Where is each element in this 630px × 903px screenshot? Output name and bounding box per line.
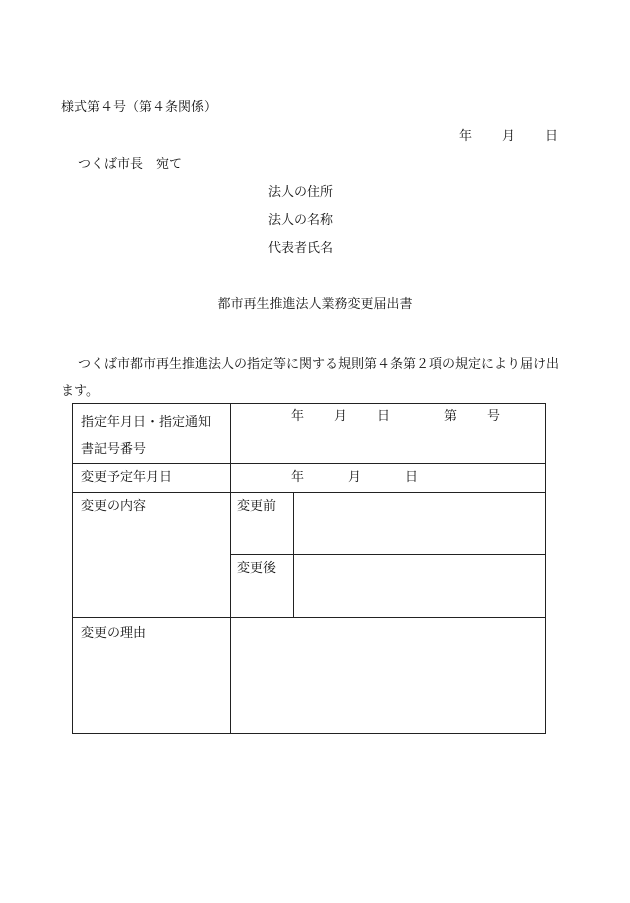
- designation-year-label: 年: [291, 409, 305, 424]
- row-change-before: [73, 493, 546, 555]
- form-number: 様式第４号（第４条関係）: [61, 100, 218, 115]
- designation-go-label: 号: [487, 409, 501, 424]
- designation-month-label: 月: [334, 409, 348, 424]
- change-reason-field[interactable]: [231, 618, 546, 734]
- submission-date: [459, 129, 558, 145]
- change-before-field[interactable]: [294, 493, 546, 555]
- date-day-label: 日: [545, 129, 559, 144]
- change-year-label: 年: [291, 470, 305, 485]
- change-day-label: 日: [405, 470, 419, 485]
- row-reason: [73, 618, 546, 734]
- date-year-label: 年: [459, 129, 473, 144]
- applicant-address-label: 法人の住所: [268, 185, 334, 200]
- designation-label: 指定年月日・指定通知書記号番号: [73, 404, 231, 464]
- designation-day-label: 日: [377, 409, 391, 424]
- change-date-value-cell[interactable]: [231, 464, 546, 493]
- change-date-label: 変更予定年月日: [73, 464, 231, 493]
- change-content-label: 変更の内容: [73, 493, 231, 618]
- designation-dai-label: 第: [444, 409, 458, 424]
- change-month-label: 月: [348, 470, 362, 485]
- designation-value-cell[interactable]: [231, 404, 546, 464]
- change-reason-label: 変更の理由: [73, 618, 231, 734]
- change-after-field[interactable]: [294, 555, 546, 618]
- change-after-label: 変更後: [231, 555, 294, 618]
- applicant-representative-label: 代表者氏名: [268, 241, 334, 256]
- document-title: 都市再生推進法人業務変更届出書: [217, 297, 413, 312]
- row-designation: [73, 404, 546, 464]
- form-table: [72, 403, 546, 734]
- body-paragraph: つくば市都市再生推進法人の指定等に関する規則第４条第２項の規定により届け出ます。: [61, 357, 560, 399]
- change-before-label: 変更前: [231, 493, 294, 555]
- date-month-label: 月: [502, 129, 516, 144]
- applicant-name-label: 法人の名称: [268, 213, 334, 228]
- addressee: つくば市長 宛て: [78, 157, 183, 172]
- row-change-date: [73, 464, 546, 493]
